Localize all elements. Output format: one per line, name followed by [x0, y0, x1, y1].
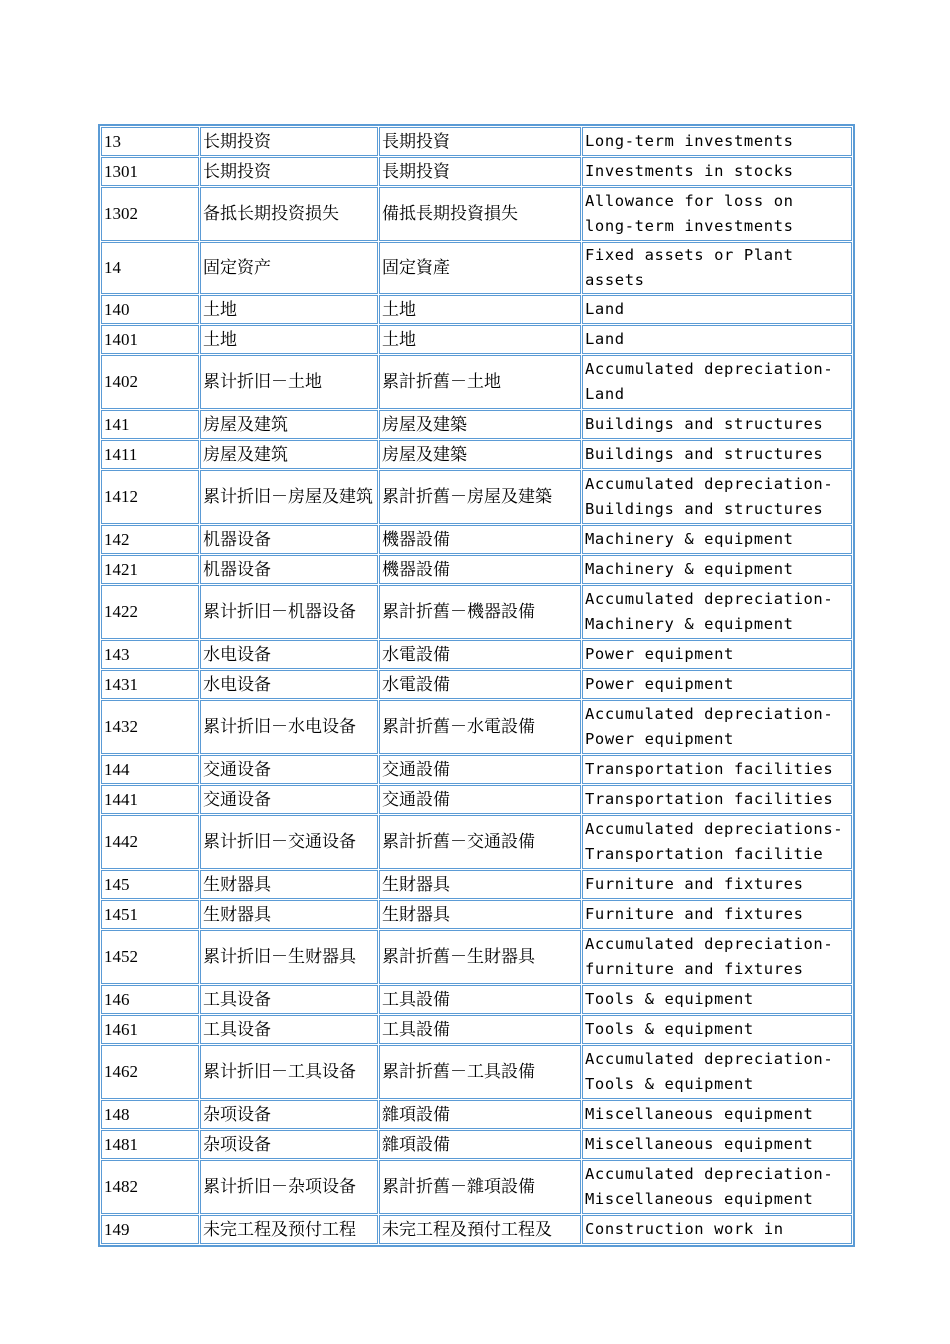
account-code-cell: 148 — [101, 1100, 199, 1129]
table-row — [101, 440, 852, 469]
english-name-cell: Tools & equipment — [582, 1015, 852, 1044]
simplified-name-cell: 交通设备 — [200, 785, 378, 814]
traditional-name-cell: 工具設備 — [379, 1015, 581, 1044]
english-name-cell: Accumulated depreciation-Miscellaneous equipment — [582, 1160, 852, 1214]
table-row — [101, 555, 852, 584]
simplified-name-cell: 累计折旧－工具设备 — [200, 1045, 378, 1099]
table-row — [101, 470, 852, 524]
traditional-name-cell: 累計折舊－交通設備 — [379, 815, 581, 869]
table-row — [101, 1215, 852, 1244]
traditional-name-cell: 雜項設備 — [379, 1100, 581, 1129]
table-row — [101, 187, 852, 241]
table-row — [101, 700, 852, 754]
table-row — [101, 1015, 852, 1044]
simplified-name-cell: 累计折旧－房屋及建筑 — [200, 470, 378, 524]
table-row — [101, 585, 852, 639]
table-row — [101, 755, 852, 784]
simplified-name-cell: 杂项设备 — [200, 1100, 378, 1129]
english-name-cell: Accumulated depreciations-Transportation facilitie — [582, 815, 852, 869]
simplified-name-cell: 生财器具 — [200, 870, 378, 899]
simplified-name-cell: 土地 — [200, 295, 378, 324]
simplified-name-cell: 房屋及建筑 — [200, 410, 378, 439]
english-name-cell: Long-term investments — [582, 127, 852, 156]
english-name-cell: Tools & equipment — [582, 985, 852, 1014]
table-row — [101, 325, 852, 354]
english-name-cell: Miscellaneous equipment — [582, 1130, 852, 1159]
traditional-name-cell: 備抵長期投資損失 — [379, 187, 581, 241]
simplified-name-cell: 累计折旧－土地 — [200, 355, 378, 409]
english-name-cell: Furniture and fixtures — [582, 870, 852, 899]
english-name-cell: Construction work in — [582, 1215, 852, 1244]
table-row — [101, 1130, 852, 1159]
account-code-cell: 14 — [101, 242, 199, 294]
simplified-name-cell: 累计折旧－交通设备 — [200, 815, 378, 869]
traditional-name-cell: 房屋及建築 — [379, 410, 581, 439]
table-row — [101, 930, 852, 984]
table-row — [101, 670, 852, 699]
traditional-name-cell: 水電設備 — [379, 640, 581, 669]
english-name-cell: Transportation facilities — [582, 755, 852, 784]
account-code-cell: 141 — [101, 410, 199, 439]
account-code-cell: 1462 — [101, 1045, 199, 1099]
account-code-cell: 146 — [101, 985, 199, 1014]
traditional-name-cell: 土地 — [379, 325, 581, 354]
simplified-name-cell: 土地 — [200, 325, 378, 354]
table-row — [101, 355, 852, 409]
simplified-name-cell: 机器设备 — [200, 525, 378, 554]
table-row — [101, 1045, 852, 1099]
account-code-cell: 144 — [101, 755, 199, 784]
account-code-cell: 1302 — [101, 187, 199, 241]
english-name-cell: Accumulated depreciation-Power equipment — [582, 700, 852, 754]
traditional-name-cell: 未完工程及預付工程及 — [379, 1215, 581, 1244]
english-name-cell: Buildings and structures — [582, 410, 852, 439]
english-name-cell: Miscellaneous equipment — [582, 1100, 852, 1129]
english-name-cell: Accumulated depreciation-Machinery & equipment — [582, 585, 852, 639]
traditional-name-cell: 固定資產 — [379, 242, 581, 294]
traditional-name-cell: 累計折舊－雜項設備 — [379, 1160, 581, 1214]
simplified-name-cell: 累计折旧－水电设备 — [200, 700, 378, 754]
traditional-name-cell: 累計折舊－土地 — [379, 355, 581, 409]
account-code-cell: 1432 — [101, 700, 199, 754]
account-code-cell: 1451 — [101, 900, 199, 929]
account-code-cell: 1482 — [101, 1160, 199, 1214]
table-body — [101, 127, 852, 1244]
accounts-table-frame — [98, 124, 855, 1247]
traditional-name-cell: 機器設備 — [379, 555, 581, 584]
simplified-name-cell: 固定资产 — [200, 242, 378, 294]
account-code-cell: 1301 — [101, 157, 199, 186]
traditional-name-cell: 土地 — [379, 295, 581, 324]
english-name-cell: Allowance for loss on long-term investments — [582, 187, 852, 241]
simplified-name-cell: 工具设备 — [200, 985, 378, 1014]
english-name-cell: Investments in stocks — [582, 157, 852, 186]
account-code-cell: 140 — [101, 295, 199, 324]
traditional-name-cell: 交通設備 — [379, 785, 581, 814]
simplified-name-cell: 未完工程及预付工程 — [200, 1215, 378, 1244]
english-name-cell: Accumulated depreciation-Tools & equipment — [582, 1045, 852, 1099]
table-row — [101, 295, 852, 324]
account-code-cell: 1422 — [101, 585, 199, 639]
english-name-cell: Fixed assets or Plant assets — [582, 242, 852, 294]
table-row — [101, 1160, 852, 1214]
simplified-name-cell: 机器设备 — [200, 555, 378, 584]
table-row — [101, 985, 852, 1014]
english-name-cell: Machinery & equipment — [582, 555, 852, 584]
english-name-cell: Accumulated depreciation-Land — [582, 355, 852, 409]
traditional-name-cell: 生財器具 — [379, 870, 581, 899]
traditional-name-cell: 機器設備 — [379, 525, 581, 554]
traditional-name-cell: 累計折舊－機器設備 — [379, 585, 581, 639]
traditional-name-cell: 交通設備 — [379, 755, 581, 784]
english-name-cell: Accumulated depreciation-furniture and fixtures — [582, 930, 852, 984]
traditional-name-cell: 長期投資 — [379, 157, 581, 186]
account-code-cell: 149 — [101, 1215, 199, 1244]
account-code-cell: 13 — [101, 127, 199, 156]
simplified-name-cell: 累计折旧－机器设备 — [200, 585, 378, 639]
account-code-cell: 1452 — [101, 930, 199, 984]
account-code-cell: 1461 — [101, 1015, 199, 1044]
traditional-name-cell: 雜項設備 — [379, 1130, 581, 1159]
traditional-name-cell: 累計折舊－水電設備 — [379, 700, 581, 754]
account-code-cell: 143 — [101, 640, 199, 669]
traditional-name-cell: 水電設備 — [379, 670, 581, 699]
traditional-name-cell: 工具設備 — [379, 985, 581, 1014]
account-code-cell: 145 — [101, 870, 199, 899]
english-name-cell: Land — [582, 295, 852, 324]
table-row — [101, 525, 852, 554]
account-code-cell: 1421 — [101, 555, 199, 584]
table-row — [101, 127, 852, 156]
table-row — [101, 900, 852, 929]
traditional-name-cell: 累計折舊－生財器具 — [379, 930, 581, 984]
simplified-name-cell: 水电设备 — [200, 670, 378, 699]
traditional-name-cell: 生財器具 — [379, 900, 581, 929]
simplified-name-cell: 工具设备 — [200, 1015, 378, 1044]
simplified-name-cell: 长期投资 — [200, 157, 378, 186]
table-row — [101, 785, 852, 814]
simplified-name-cell: 水电设备 — [200, 640, 378, 669]
account-code-cell: 1401 — [101, 325, 199, 354]
table-row — [101, 870, 852, 899]
simplified-name-cell: 累计折旧－生财器具 — [200, 930, 378, 984]
table-row — [101, 640, 852, 669]
account-code-cell: 1412 — [101, 470, 199, 524]
table-row — [101, 410, 852, 439]
english-name-cell: Power equipment — [582, 670, 852, 699]
account-code-cell: 1431 — [101, 670, 199, 699]
account-code-cell: 1442 — [101, 815, 199, 869]
simplified-name-cell: 生财器具 — [200, 900, 378, 929]
english-name-cell: Furniture and fixtures — [582, 900, 852, 929]
table-row — [101, 815, 852, 869]
simplified-name-cell: 房屋及建筑 — [200, 440, 378, 469]
english-name-cell: Machinery & equipment — [582, 525, 852, 554]
english-name-cell: Accumulated depreciation-Buildings and structures — [582, 470, 852, 524]
account-code-cell: 1481 — [101, 1130, 199, 1159]
english-name-cell: Land — [582, 325, 852, 354]
simplified-name-cell: 备抵长期投资损失 — [200, 187, 378, 241]
traditional-name-cell: 房屋及建築 — [379, 440, 581, 469]
english-name-cell: Transportation facilities — [582, 785, 852, 814]
chart-of-accounts-table — [100, 126, 853, 1245]
simplified-name-cell: 交通设备 — [200, 755, 378, 784]
account-code-cell: 1441 — [101, 785, 199, 814]
english-name-cell: Buildings and structures — [582, 440, 852, 469]
traditional-name-cell: 累計折舊－房屋及建築 — [379, 470, 581, 524]
table-row — [101, 242, 852, 294]
account-code-cell: 142 — [101, 525, 199, 554]
table-row — [101, 1100, 852, 1129]
traditional-name-cell: 累計折舊－工具設備 — [379, 1045, 581, 1099]
account-code-cell: 1411 — [101, 440, 199, 469]
simplified-name-cell: 杂项设备 — [200, 1130, 378, 1159]
english-name-cell: Power equipment — [582, 640, 852, 669]
account-code-cell: 1402 — [101, 355, 199, 409]
simplified-name-cell: 长期投资 — [200, 127, 378, 156]
simplified-name-cell: 累计折旧－杂项设备 — [200, 1160, 378, 1214]
traditional-name-cell: 長期投資 — [379, 127, 581, 156]
table-row — [101, 157, 852, 186]
